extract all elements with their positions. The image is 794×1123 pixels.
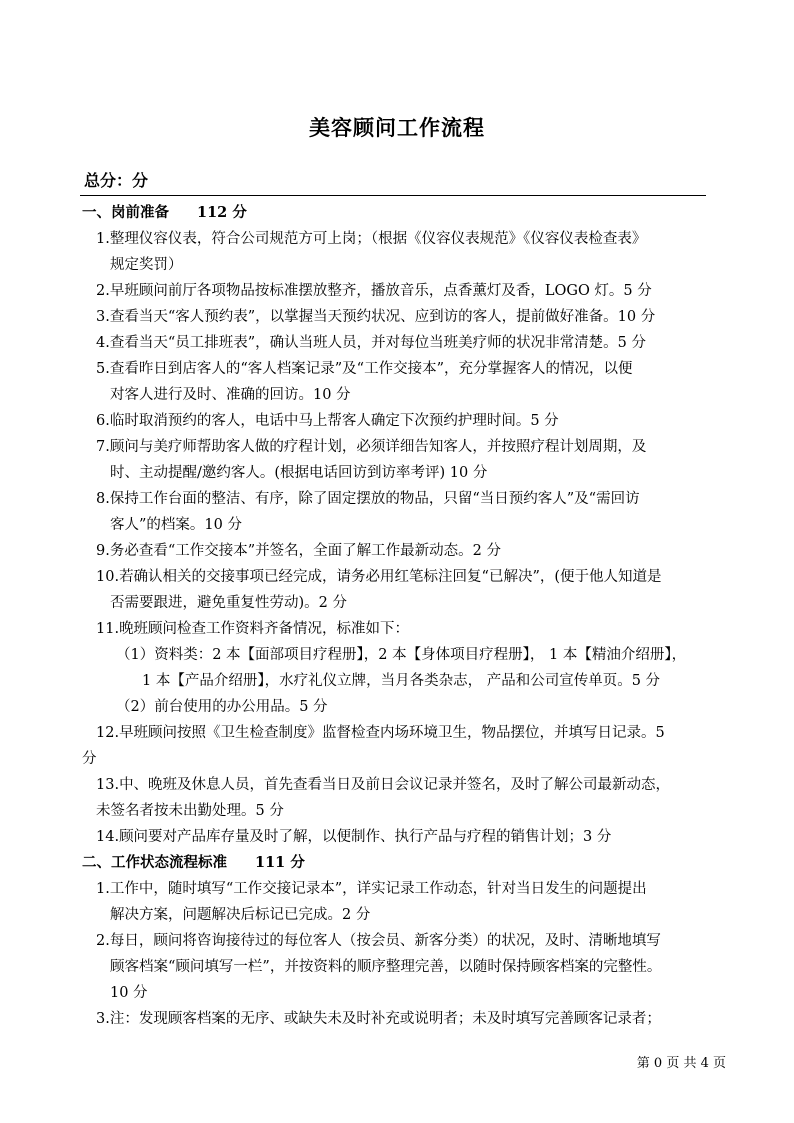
list-item-text: 查看当天“客人预约表”，以掌握当天预约状况、应到访的客人，提前做好准备。10 分 — [109, 309, 656, 325]
list-item-text: 保持工作台面的整洁、有序，除了固定摆放的物品，只留“当日预约客人”及“需回访 — [109, 491, 640, 507]
list-item-number: 9. — [96, 543, 110, 559]
list-item-number: 4. — [96, 335, 110, 351]
list-item-text: 分 — [82, 751, 97, 767]
list-item-text: 整理仪容仪表，符合公司规范方可上岗；（根据《仪容仪表规范》《仪容仪表检查表》 — [109, 231, 647, 247]
list-item-number: 7. — [96, 439, 110, 455]
list-item — [82, 928, 732, 1006]
list-item-number: 11. — [96, 621, 120, 637]
list-item-number: 10. — [96, 569, 120, 585]
list-subitem: （2）前台使用的办公用品。5 分 — [116, 699, 328, 715]
list-item-number: 1. — [96, 881, 110, 897]
divider — [80, 195, 706, 196]
list-item-text: 中、晚班及休息人员，首先查看当日及前日会议记录并签名，及时了解公司最新动态， — [119, 777, 671, 793]
list-item — [82, 356, 732, 408]
list-item-number: 3. — [96, 309, 110, 325]
list-item-text: 查看当天“员工排班表”，确认当班人员，并对每位当班美疗师的状况非常清楚。5 分 — [109, 335, 647, 351]
list-item-text: 工作中，随时填写“工作交接记录本”，详实记录工作动态，针对当日发生的问题提出 — [109, 881, 647, 897]
list-item — [82, 408, 732, 434]
list-item-text: 早班顾问按照《卫生检查制度》监督检查内场环境卫生，物品摆位，并填写日记录。5 — [119, 725, 665, 741]
list-item-text: 晚班顾问检查工作资料齐备情况，标准如下： — [119, 621, 410, 637]
list-item-number: 5. — [96, 361, 110, 377]
list-subitem: 1 本【产品介绍册】，水疗礼仪立牌，当月各类杂志， 产品和公司宣传单页。5 分 — [142, 673, 661, 689]
list-item — [82, 876, 732, 928]
list-item-text: 查看昨日到店客人的“客人档案记录”及“工作交接本”，充分掌握客人的情况，以便 — [109, 361, 633, 377]
list-item — [82, 278, 732, 304]
list-item-text: 务必查看“工作交接本”并签名，全面了解工作最新动态。2 分 — [109, 543, 502, 559]
section-title: 二、工作状态流程标准 — [82, 854, 227, 871]
list-item-number: 3. — [96, 1011, 110, 1027]
list-item-text: 顾客档案“顾问填写一栏”，并按资料的顺序整理完善，以随时保持顾客档案的完整性。 — [110, 959, 662, 975]
list-item-number: 13. — [96, 777, 120, 793]
list-item-text: 10 分 — [110, 985, 148, 1001]
list-item — [82, 1006, 732, 1032]
list-item-number: 14. — [96, 829, 120, 845]
list-item — [82, 720, 732, 772]
list-item-number: 6. — [96, 413, 110, 429]
page-title: 美容顾问工作流程 — [309, 115, 485, 140]
list-item — [82, 486, 732, 538]
section-items — [82, 720, 732, 850]
list-item — [82, 772, 732, 824]
list-item — [82, 564, 732, 616]
section-heading — [82, 200, 732, 226]
list-item-number: 12. — [96, 725, 120, 741]
list-item — [82, 616, 732, 642]
list-item — [82, 824, 732, 850]
list-item — [82, 330, 732, 356]
list-item-text: 规定奖罚） — [110, 257, 183, 273]
list-item-text: 未签名者按未出勤处理。5 分 — [96, 803, 284, 819]
section-title: 一、岗前准备 — [82, 204, 169, 221]
list-item-text: 对客人进行及时、准确的回访。10 分 — [110, 387, 351, 403]
section-items — [82, 226, 732, 642]
list-subitem: （1）资料类：2 本【面部项目疗程册】，2 本【身体项目疗程册】， 1 本【精油介绍册】， — [116, 647, 687, 663]
list-item — [82, 538, 732, 564]
list-item-text: 客人”的档案。10 分 — [110, 517, 242, 533]
section-heading — [82, 850, 732, 876]
list-item-text: 顾问与美疗师帮助客人做的疗程计划，必须详细告知客人，并按照疗程计划周期，及 — [109, 439, 647, 455]
list-item-text: 早班顾问前厅各项物品按标准摆放整齐，播放音乐，点香薰灯及香，LOGO 灯。5 分 — [109, 283, 652, 299]
list-item-number: 2. — [96, 283, 110, 299]
list-item-text: 时、主动提醒/邀约客人。(根据电话回访到访率考评) 10 分 — [110, 465, 488, 481]
list-item-text: 顾问要对产品库存量及时了解，以便制作、执行产品与疗程的销售计划；3 分 — [119, 829, 612, 845]
list-item — [82, 304, 732, 330]
list-item-text: 每日，顾问将咨询接待过的每位客人（按会员、新客分类）的状况，及时、清晰地填写 — [109, 933, 661, 949]
list-item-text: 注：发现顾客档案的无序、或缺失未及时补充或说明者；未及时填写完善顾客记录者； — [109, 1011, 661, 1027]
document-body — [82, 200, 732, 1032]
list-item-text: 临时取消预约的客人，电话中马上帮客人确定下次预约护理时间。5 分 — [109, 413, 559, 429]
list-item-text: 否需要跟进，避免重复性劳动)。2 分 — [110, 595, 347, 611]
total-score-label: 总分：分 — [84, 171, 149, 190]
list-item-text: 若确认相关的交接事项已经完成，请务必用红笔标注回复“已解决”，(便于他人知道是 — [119, 569, 662, 585]
page-footer: 第 0 页 共 4 页 — [636, 1056, 726, 1071]
list-item — [82, 434, 732, 486]
list-item-number: 2. — [96, 933, 110, 949]
section-points: 112 分 — [197, 204, 247, 221]
list-item-text: 解决方案，问题解决后标记已完成。2 分 — [110, 907, 371, 923]
list-item-number: 1. — [96, 231, 110, 247]
list-item-number: 8. — [96, 491, 110, 507]
section-points: 111 分 — [255, 854, 305, 871]
section-items — [82, 876, 732, 1032]
list-item — [82, 226, 732, 278]
